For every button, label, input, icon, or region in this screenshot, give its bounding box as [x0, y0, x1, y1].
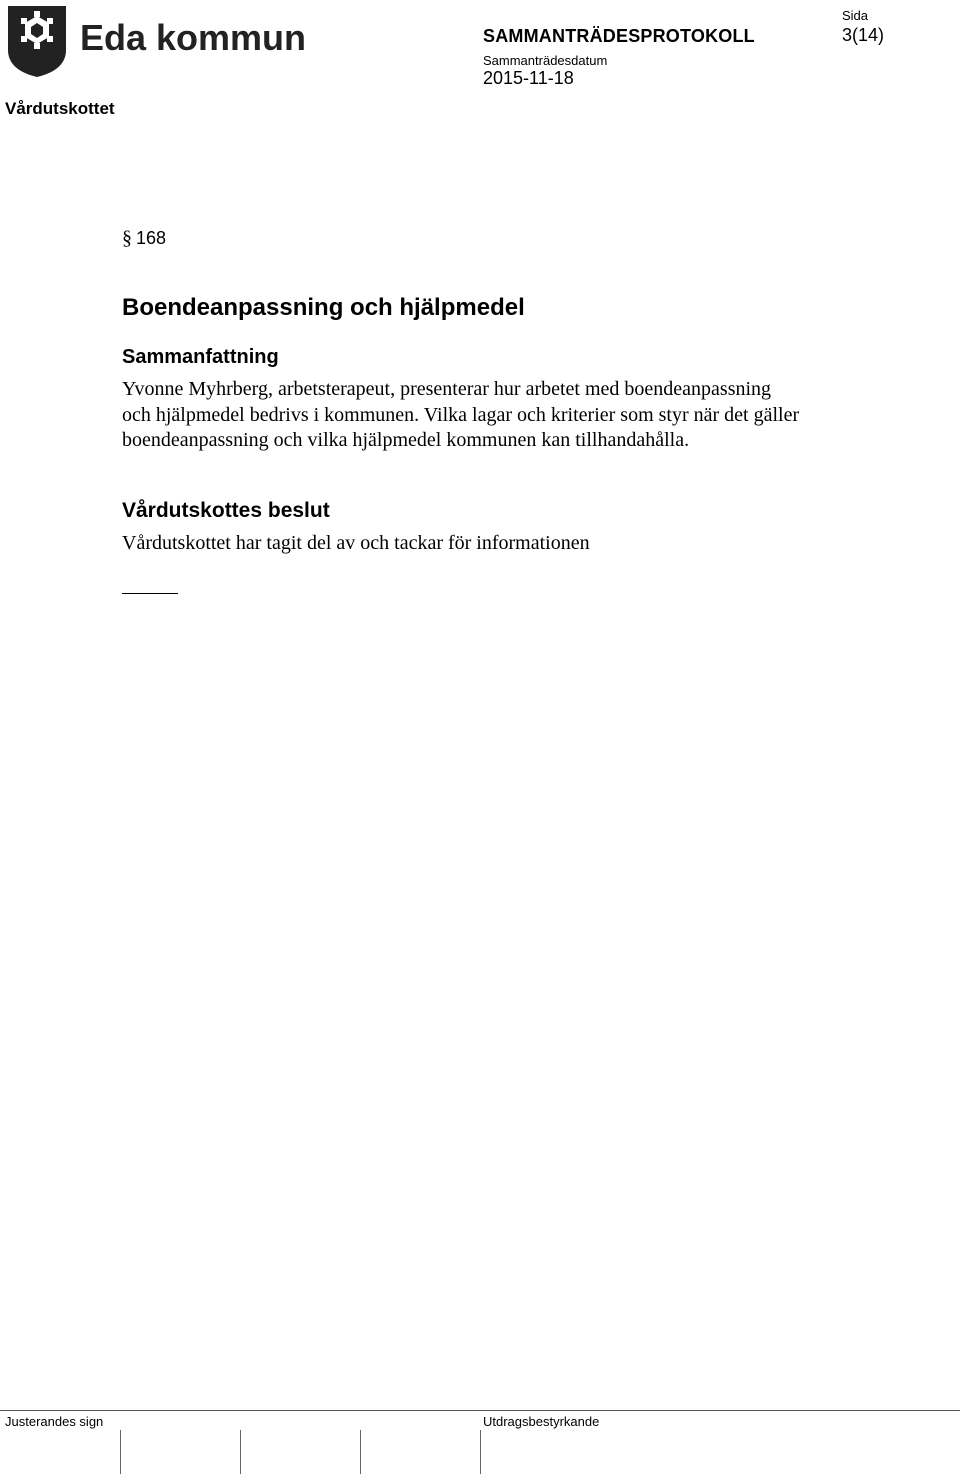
certified-extract-label: Utdragsbestyrkande — [483, 1414, 600, 1429]
signature-box-divider — [360, 1430, 361, 1474]
end-rule — [122, 593, 178, 594]
committee-name: Vårdutskottet — [5, 99, 115, 118]
decision-text: Vårdutskottet har tagit del av och tackar för informationen — [122, 532, 590, 554]
signature-box-divider — [120, 1430, 121, 1474]
document-type: SAMMANTRÄDESPROTOKOLL — [483, 26, 755, 46]
item-title: Boendeanpassning och hjälpmedel — [122, 294, 525, 321]
page-label: Sida — [842, 8, 869, 23]
page-number: 3(14) — [842, 25, 885, 45]
decision-heading: Vårdutskottes beslut — [122, 499, 330, 522]
paragraph-number-value: 168 — [136, 228, 167, 248]
meeting-date-label: Sammanträdesdatum — [483, 53, 608, 68]
signature-box-divider — [480, 1430, 481, 1474]
municipality-logo — [6, 4, 306, 78]
adjuster-signature-label: Justerandes sign — [5, 1414, 104, 1429]
meeting-date: 2015-11-18 — [483, 68, 574, 88]
footer-divider — [0, 1410, 960, 1411]
paragraph-number — [122, 227, 166, 250]
section-sign: § — [122, 227, 132, 249]
summary-text: Yvonne Myhrberg, arbetsterapeut, presenterar hur arbetet med boendeanpassning och hjälpmedel bedrivs i kommunen. Vilka lagar och kriterier som styr när det gäller boendeanpassning och vilka hjälpmedel kommunen kan tillhandahålla. — [122, 378, 800, 451]
signature-box-divider — [240, 1430, 241, 1474]
coat-of-arms-icon — [6, 4, 306, 78]
wordmark: Eda kommun — [80, 17, 306, 58]
summary-heading: Sammanfattning — [122, 346, 279, 368]
